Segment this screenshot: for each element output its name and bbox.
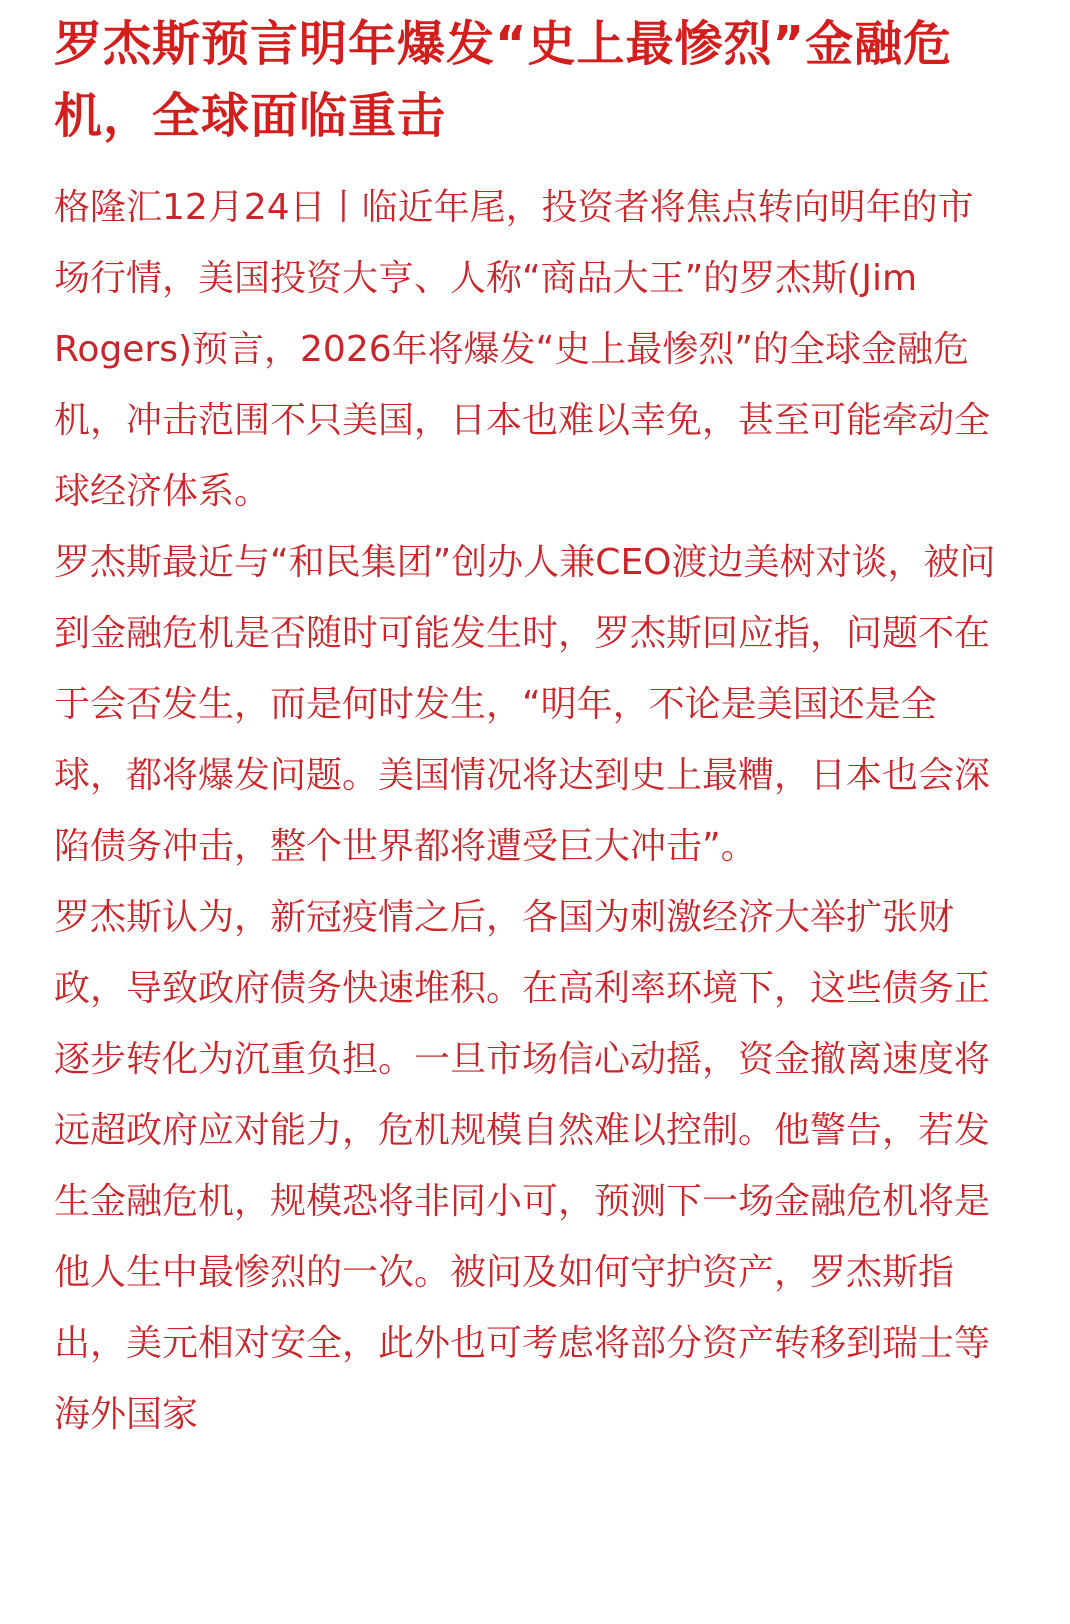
article-paragraph-3: 罗杰斯认为，新冠疫情之后，各国为刺激经济大举扩张财政，导致政府债务快速堆积。在高利率环境下，这些债务正逐步转化为沉重负担。一旦市场信心动摇，资金撤离速度将远超政府应对能力，危机规模自然难以控制。他警告，若发生金融危机，规模恐将非同小可，预测下一场金融危机将是他人生中最惨烈的一次。被问及如何守护资产，罗杰斯指出，美元相对安全，此外也可考虑将部分资产转移到瑞士等海外国家 (54, 897, 991, 1435)
article-title: 罗杰斯预言明年爆发“史上最惨烈”金融危机，全球面临重击 (54, 16, 953, 144)
article-paragraph-2: 罗杰斯最近与“和民集团”创办人兼CEO渡边美树对谈，被问到金融危机是否随时可能发生时，罗杰斯回应指，问题不在于会否发生，而是何时发生，“明年，不论是美国还是全球，都将爆发问题。美国情况将达到史上最糟，日本也会深陷债务冲击，整个世界都将遭受巨大冲击”。 (54, 542, 996, 867)
article-paragraph-1: 格隆汇12月24日丨临近年尾，投资者将焦点转向明年的市场行情，美国投资大亨、人称“商品大王”的罗杰斯(Jim Rogers)预言，2026年将爆发“史上最惨烈”的全球金融危机，冲击范围不只美国，日本也难以幸免，甚至可能牵动全球经济体系。 (54, 187, 991, 512)
